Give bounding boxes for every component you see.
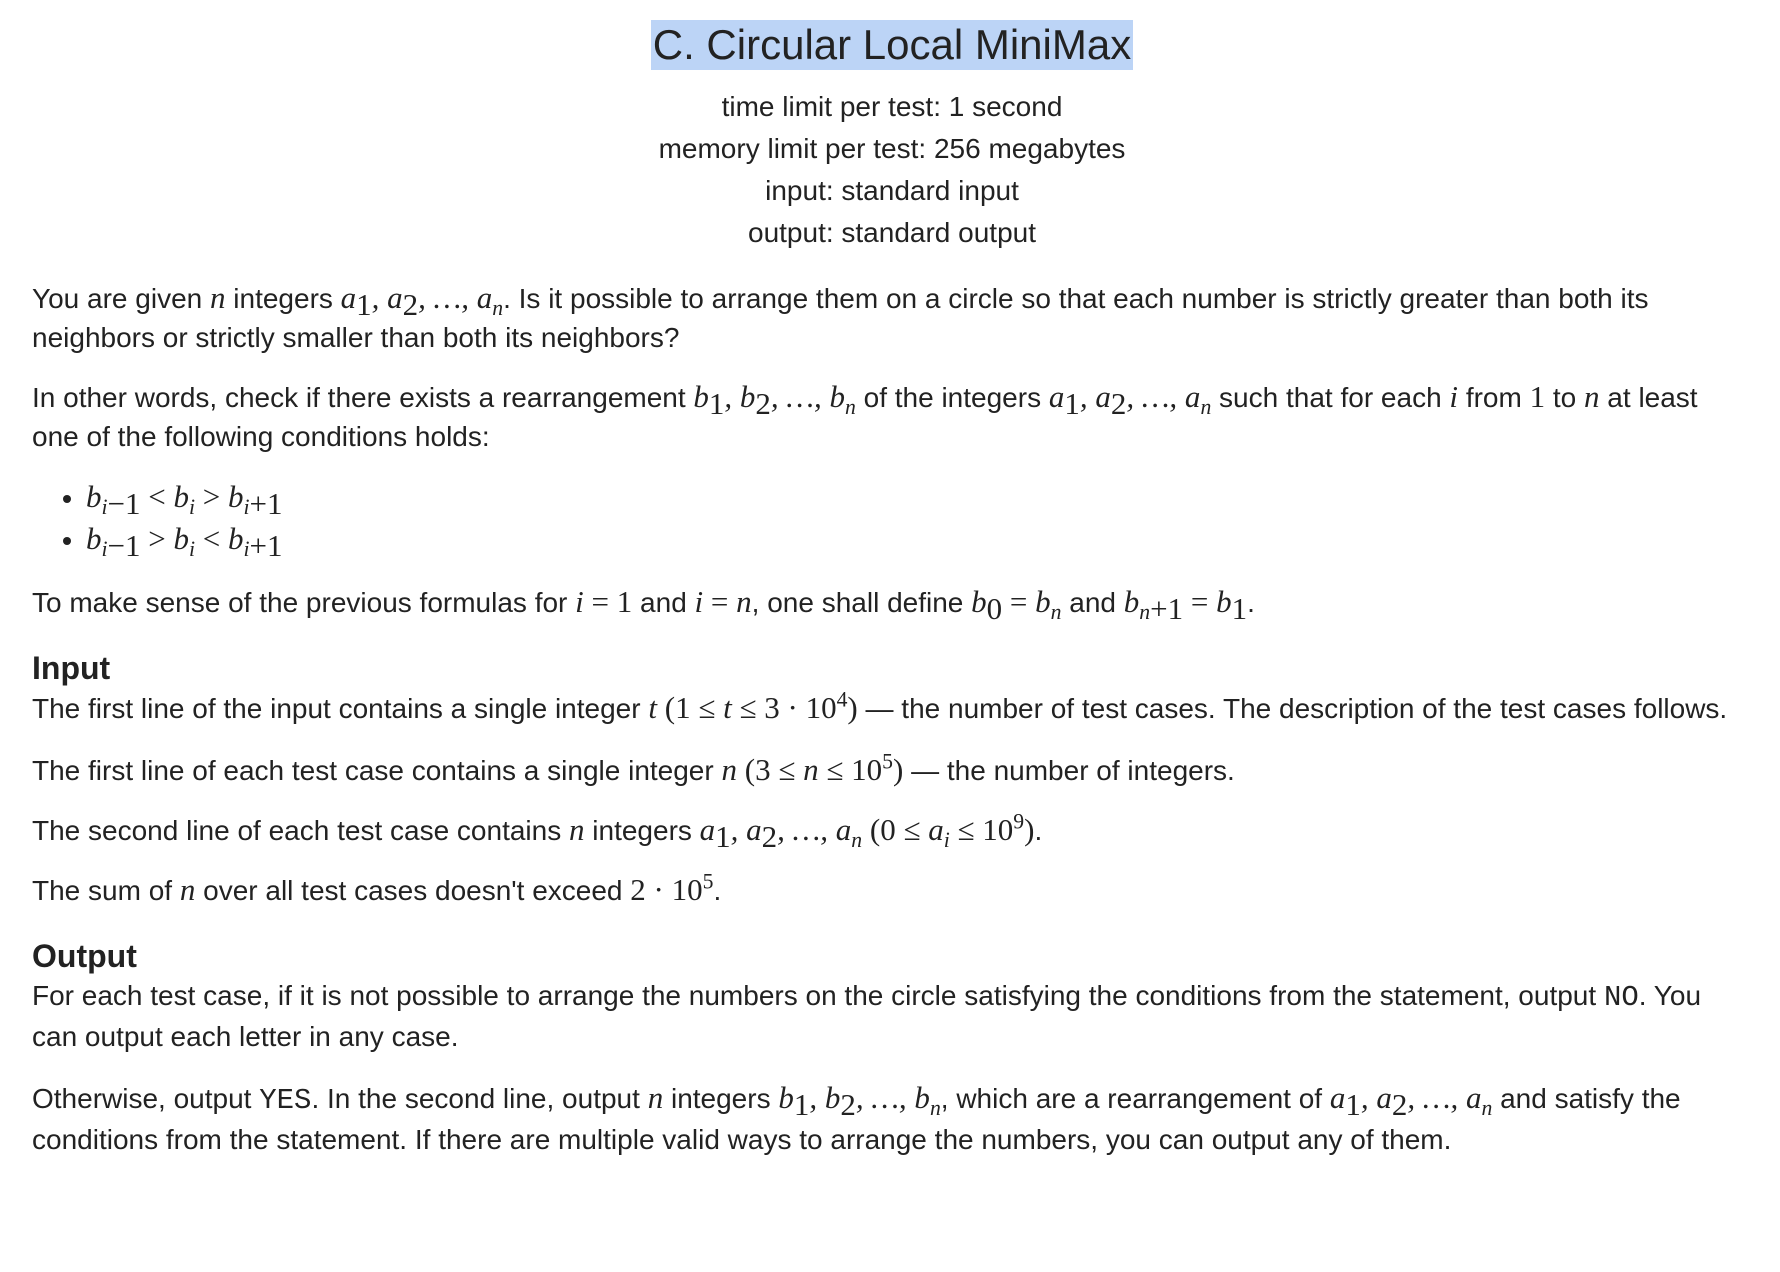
input-section: [32, 648, 1752, 910]
input-paragraph-2: The first line of each test case contains a single integer n $(3 \le n \le 10^5)$ — the number of integers.: [32, 749, 1235, 788]
input-paragraph-1: The first line of the input contains a single integer t $(1 \le t \le 3 \cdot 10^4)$ — the number of test cases. The description of the test cases follows.: [32, 687, 1728, 726]
output-spec: output: standard output: [748, 217, 1036, 249]
memory-limit: memory limit per test: 256 megabytes: [658, 133, 1126, 165]
condition-local-max: • $b_{i-1} < b_i > b_{i+1}$: [86, 476, 1752, 518]
no-literal: NO: [1603, 981, 1639, 1015]
output-section: [32, 936, 1752, 1159]
input-spec: input: standard input: [765, 175, 1019, 207]
output-paragraph-1: For each test case, if it is not possible to arrange the numbers on the circle satisfying the conditions from the statement, output NO. You can output each letter in any case.: [32, 980, 1702, 1053]
problem-header: [32, 0, 1752, 254]
output-paragraph-2: Otherwise, output YES. In the second line, output n integers $b_1$, $b_2$, …, $b_n$, which are a rearrangement of $a_1$, $a_2$, …, $a_n$ and satisfy the conditions from the statement. If there are multiple valid ways to arrange the numbers, you can output any of them.: [32, 1080, 1681, 1156]
statement-paragraph-3: To make sense of the previous formulas for i = 1 and i = n, one shall define $b_0 = b_n$ and $b_{n+1} = b_1$.: [32, 584, 1255, 627]
input-paragraph-3: The second line of each test case contains n integers $a_1$, $a_2$, …, $a_n$ $(0 \le a_i \le 10^9)$.: [32, 809, 1043, 855]
problem-title: C. Circular Local MiniMax: [651, 20, 1133, 70]
condition-local-min: • $b_{i-1} > b_i < b_{i+1}$: [86, 518, 1752, 560]
conditions-list: [32, 476, 1752, 564]
statement-paragraph-2: In other words, check if there exists a rearrangement $b_1$, $b_2$, …, $b_n$ of the integers $a_1$, $a_2$, …, $a_n$ such that for each i from 1 to n at least one of the following conditions holds:: [32, 379, 1698, 453]
yes-literal: YES: [259, 1084, 312, 1118]
output-heading: Output: [32, 938, 137, 975]
statement-paragraph-1: You are given n integers $a_1$, $a_2$, …, $a_n$. Is it possible to arrange them on a circle so that each number is strictly greater than both its neighbors or strictly smaller than both its neighbors?: [32, 280, 1649, 354]
time-limit: time limit per test: 1 second: [721, 91, 1063, 123]
problem-page: [32, 0, 1752, 1159]
input-heading: Input: [32, 650, 111, 687]
input-paragraph-4: The sum of n over all test cases doesn't exceed $2 \cdot 10^5$.: [32, 869, 722, 908]
problem-limits: [32, 86, 1752, 254]
problem-statement: [32, 278, 1752, 627]
